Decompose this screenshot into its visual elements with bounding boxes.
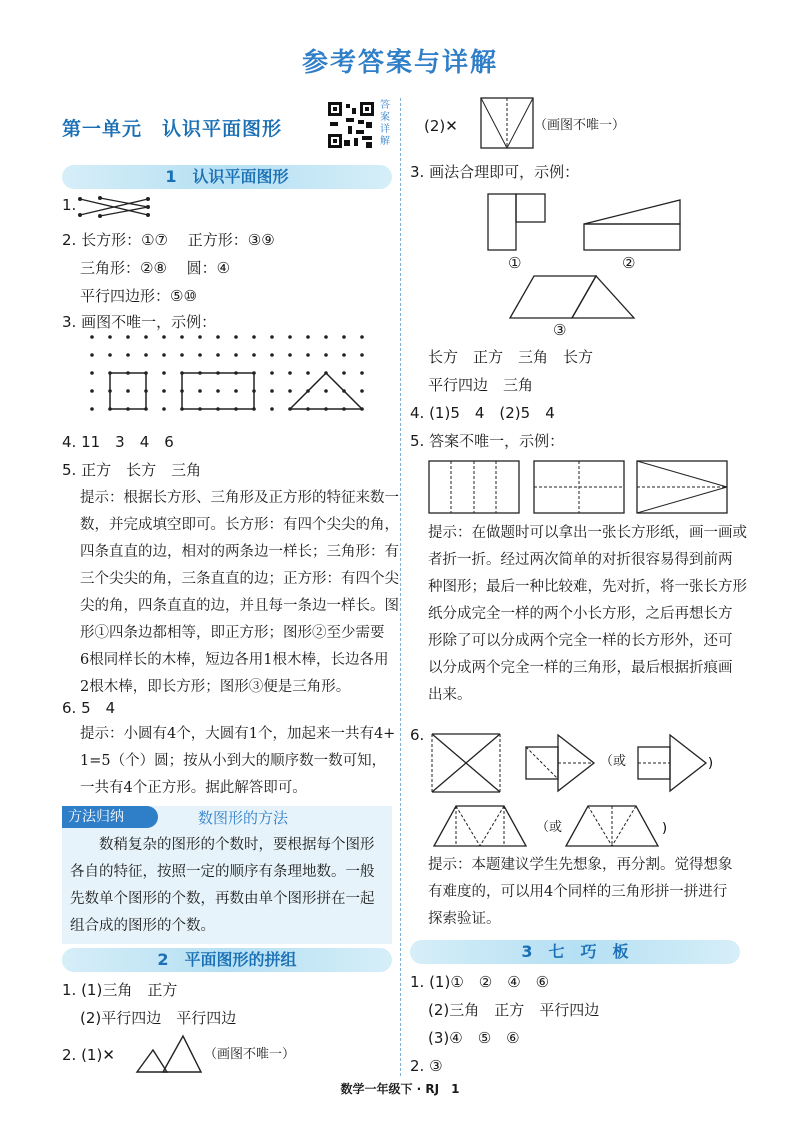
s3-question-1b: (2)三角 正方 平行四边 bbox=[428, 1001, 600, 1019]
grid-dot bbox=[180, 353, 184, 357]
grid-dot bbox=[108, 353, 112, 357]
question-2-parallelogram: 平行四边形：⑤⑩ bbox=[80, 287, 197, 305]
hint-line: 有难度的，可以用4个同样的三角形拼一拼进行 bbox=[428, 884, 728, 900]
grid-dot bbox=[252, 353, 256, 357]
unit-title: 第一单元 认识平面图形 bbox=[62, 118, 283, 140]
or-label-2: （或 bbox=[536, 820, 563, 835]
section-band-3 bbox=[410, 940, 740, 964]
svg-text:): ) bbox=[708, 756, 714, 771]
right-q5: 5. 答案不唯一，示例： bbox=[410, 432, 565, 450]
question-1-number: 1. bbox=[62, 196, 77, 214]
trapezoid-figure-2 bbox=[564, 802, 672, 848]
hint-line: 提示：本题建议学生先想象，再分割。觉得想象 bbox=[428, 857, 733, 873]
trapezoid-figure-1 bbox=[432, 802, 528, 848]
grid-dot bbox=[162, 389, 166, 393]
grid-dot bbox=[342, 335, 346, 339]
grid-dot bbox=[288, 389, 292, 393]
folded-rectangle-figure bbox=[480, 97, 534, 149]
note-not-unique-2: （画图不唯一） bbox=[534, 118, 626, 133]
qr-code[interactable] bbox=[326, 100, 376, 150]
note-not-unique-1: （画图不唯一） bbox=[204, 1047, 296, 1062]
hint-line: 四条直直的边，相对的两条边一样长；三角形：有 bbox=[80, 544, 399, 560]
right-q4: 4. (1)5 4 (2)5 4 bbox=[410, 404, 555, 422]
grid-dot bbox=[198, 353, 202, 357]
qr-label: 答案详解 bbox=[380, 100, 390, 147]
grid-dot bbox=[90, 371, 94, 375]
grid-dot bbox=[162, 407, 166, 411]
method-text bbox=[70, 832, 375, 940]
grid-dot bbox=[252, 335, 256, 339]
grid-dot bbox=[288, 371, 292, 375]
figure-rect-square bbox=[487, 193, 547, 251]
s3-question-1a: 1. (1)① ② ④ ⑥ bbox=[410, 973, 550, 991]
hint-line: 1=5（个）圆；按从小到大的顺序数一数可知， bbox=[80, 753, 387, 769]
right-q2b: (2)✕ bbox=[424, 117, 458, 135]
grid-dot bbox=[234, 353, 238, 357]
grid-dot bbox=[324, 389, 328, 393]
section-title-2: 2 平面图形的拼组 bbox=[157, 950, 297, 969]
right-hint-6-block bbox=[428, 852, 733, 933]
grid-dot bbox=[270, 389, 274, 393]
grid-dot bbox=[162, 353, 166, 357]
method-line: 数稍复杂的图形的个数时，要根据每个图形 bbox=[70, 837, 375, 853]
figure-triangle-rect bbox=[582, 198, 682, 253]
grid-dot bbox=[180, 335, 184, 339]
grid-dot bbox=[360, 389, 364, 393]
grid-dot bbox=[216, 353, 220, 357]
grid-dot bbox=[270, 371, 274, 375]
right-q3a: 长方 正方 三角 长方 bbox=[428, 348, 594, 366]
grid-dot bbox=[234, 335, 238, 339]
figure-label-3: ③ bbox=[553, 321, 567, 339]
method-title: 数图形的方法 bbox=[198, 809, 289, 827]
question-3-text: 3. 画图不唯一，示例： bbox=[62, 313, 217, 331]
column-divider bbox=[400, 98, 401, 1076]
hint-line: 提示：在做题时可以拿出一张长方形纸，画一画或 bbox=[428, 525, 747, 541]
hint-line: 探索验证。 bbox=[428, 911, 501, 927]
question-5-answer: 5. 正方 长方 三角 bbox=[62, 461, 202, 479]
grid-dot bbox=[342, 371, 346, 375]
fold-figure-grid bbox=[533, 460, 625, 514]
grid-dot bbox=[90, 353, 94, 357]
method-line: 各自的特征，按照一定的顺序有条理地数。一般 bbox=[70, 864, 375, 880]
hint-line: 以分成两个完全一样的三角形，最后根据折痕画 bbox=[428, 660, 733, 676]
hint-line: 尖的角，四条直直的边，并且每一条边一样长。图 bbox=[80, 598, 399, 614]
grid-dot bbox=[306, 371, 310, 375]
grid-dot bbox=[288, 335, 292, 339]
section-band-1 bbox=[62, 165, 392, 189]
section-band-2 bbox=[62, 948, 392, 972]
hint-line: 2根木棒，即长方形；图形③便是三角形。 bbox=[80, 679, 351, 695]
right-hint-5-block bbox=[428, 520, 747, 709]
grid-dot bbox=[216, 389, 220, 393]
hint-6-block bbox=[80, 721, 395, 802]
grid-dot bbox=[270, 335, 274, 339]
s3-question-1c: (3)④ ⑤ ⑥ bbox=[428, 1029, 520, 1047]
svg-text:): ) bbox=[662, 821, 668, 836]
fold-figure-triangles bbox=[636, 460, 728, 514]
grid-dot bbox=[90, 407, 94, 411]
grid-dot bbox=[144, 335, 148, 339]
grid-dot bbox=[126, 353, 130, 357]
hint-line: 数，并完成填空即可。长方形：有四个尖尖的角， bbox=[80, 517, 399, 533]
grid-dot bbox=[360, 335, 364, 339]
page-title: 参考答案与详解 bbox=[301, 48, 498, 78]
section-title-1: 1 认识平面图形 bbox=[165, 167, 289, 186]
right-q3: 3. 画法合理即可，示例： bbox=[410, 163, 580, 181]
right-q6: 6. bbox=[410, 726, 425, 744]
hint-5-block bbox=[80, 485, 399, 701]
grid-dot bbox=[270, 407, 274, 411]
grid-dot bbox=[126, 335, 130, 339]
hint-line: 一共有4个正方形。据此解答即可。 bbox=[80, 780, 307, 796]
arrow-shape-figure-1 bbox=[524, 733, 596, 793]
grid-dot bbox=[360, 371, 364, 375]
two-triangles-figure bbox=[135, 1032, 205, 1074]
figure-label-2: ② bbox=[622, 254, 636, 272]
grid-dot bbox=[162, 335, 166, 339]
arrow-shape-figure-2 bbox=[636, 733, 716, 793]
hint-line: 形除了可以分成两个完全一样的长方形外，还可 bbox=[428, 633, 733, 649]
grid-dot bbox=[216, 335, 220, 339]
section-title-3: 3 七 巧 板 bbox=[521, 942, 629, 961]
hint-line: 种图形；最后一种比较难，先对折，将一张长方形 bbox=[428, 579, 747, 595]
s2-question-1a: 1. (1)三角 正方 bbox=[62, 981, 178, 999]
dot-grid-figure bbox=[88, 333, 388, 433]
hint-line: 形①四条边都相等，即正方形；图形②至少需要 bbox=[80, 625, 385, 641]
method-line: 组合成的图形的个数。 bbox=[70, 918, 215, 934]
right-q3b: 平行四边 三角 bbox=[428, 376, 534, 394]
grid-dot bbox=[198, 389, 202, 393]
question-2-rect: 2. 长方形：①⑦ 正方形：③⑨ bbox=[62, 231, 275, 249]
hint-line: 出来。 bbox=[428, 687, 472, 703]
fold-figure-four-columns bbox=[428, 460, 520, 514]
grid-dot bbox=[342, 353, 346, 357]
grid-dot bbox=[108, 335, 112, 339]
question-6-answer: 6. 5 4 bbox=[62, 699, 116, 717]
page-footer: 数学一年级下 · RJ 1 bbox=[340, 1082, 460, 1096]
grid-dot bbox=[90, 389, 94, 393]
figure-parallelogram-triangle bbox=[508, 274, 638, 320]
method-tag: 方法归纳 bbox=[62, 806, 158, 828]
hint-line: 纸分成完全一样的两个小长方形，之后再想长方 bbox=[428, 606, 733, 622]
question-1-crossing-lines bbox=[78, 194, 158, 220]
s3-question-2: 2. ③ bbox=[410, 1057, 443, 1075]
figure-label-1: ① bbox=[508, 254, 522, 272]
grid-dot bbox=[324, 353, 328, 357]
hourglass-figure bbox=[430, 732, 502, 794]
grid-dot bbox=[306, 353, 310, 357]
grid-dot bbox=[198, 335, 202, 339]
question-4-answer: 4. 11 3 4 6 bbox=[62, 433, 174, 451]
hint-line: 三个尖尖的角，三条直直的边；正方形：有四个尖 bbox=[80, 571, 399, 587]
grid-dot bbox=[324, 335, 328, 339]
grid-dot bbox=[126, 389, 130, 393]
grid-dot bbox=[306, 335, 310, 339]
or-label-1: （或 bbox=[600, 754, 627, 769]
grid-dot bbox=[360, 353, 364, 357]
s2-question-1b: (2)平行四边 平行四边 bbox=[80, 1009, 237, 1027]
s2-question-2: 2. (1)✕ bbox=[62, 1046, 115, 1064]
grid-dot bbox=[162, 371, 166, 375]
hint-line: 者折一折。经过两次简单的对折很容易得到前两 bbox=[428, 552, 733, 568]
grid-dot bbox=[270, 353, 274, 357]
grid-dot bbox=[90, 335, 94, 339]
hint-line: 提示：根据长方形、三角形及正方形的特征来数一 bbox=[80, 490, 399, 506]
hint-line: 6根同样长的木棒，短边各用1根木棒，长边各用 bbox=[80, 652, 389, 668]
grid-dot bbox=[288, 353, 292, 357]
grid-dot bbox=[144, 353, 148, 357]
method-line: 先数单个图形的个数，再数由单个图形拼在一起 bbox=[70, 891, 375, 907]
question-2-triangle: 三角形：②⑧ 圆：④ bbox=[80, 259, 231, 277]
hint-line: 提示：小圆有4个，大圆有1个，加起来一共有4+ bbox=[80, 726, 396, 742]
grid-dot bbox=[234, 389, 238, 393]
